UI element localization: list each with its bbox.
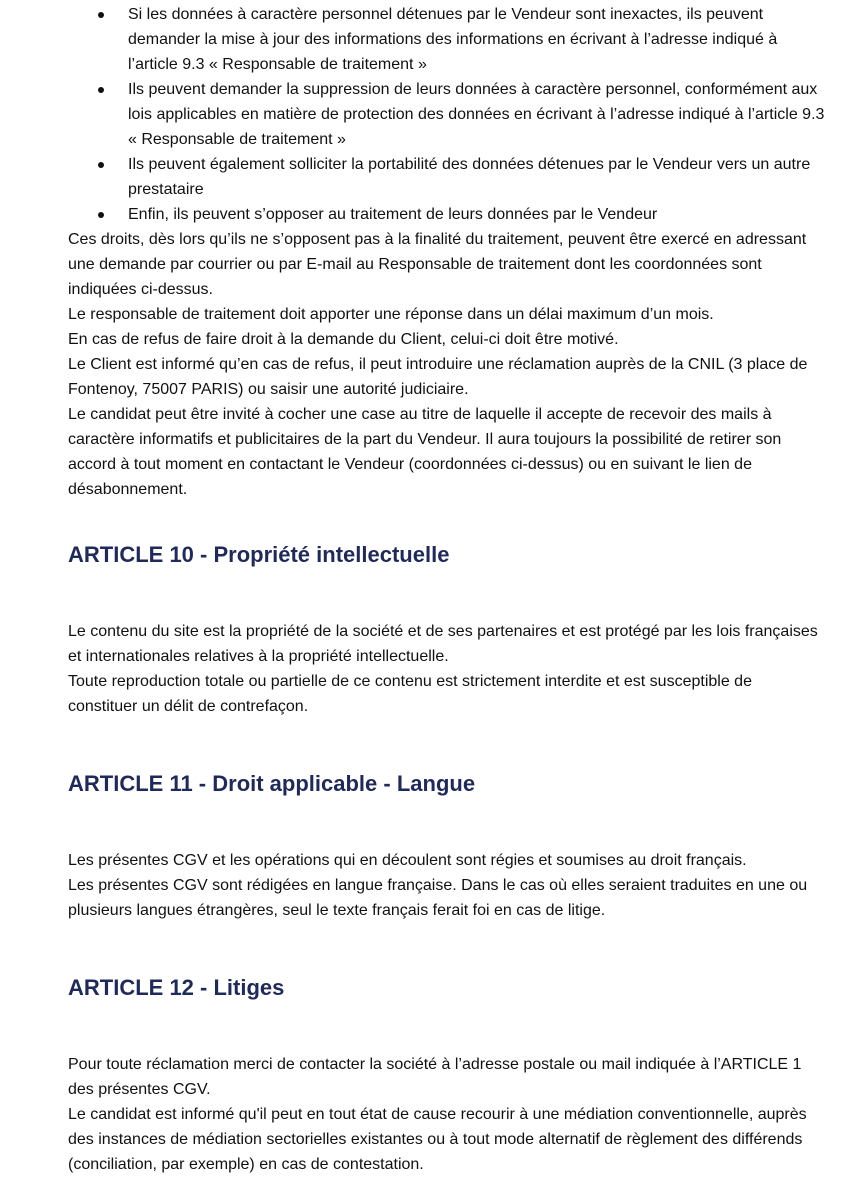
rights-bullet-list [68,2,825,227]
article-10-paragraph: Le contenu du site est la propriété de la société et de ses partenaires et est protégé par les lois françaises et internationales relatives à la propriété intellectuelle. [68,623,818,665]
list-item-text: Ils peuvent demander la suppression de leurs données à caractère personnel, conformément aux lois applicables en matière de protection des données en écrivant à l’adresse indiqué à l’article 9.3 « Responsable de traitement » [128,81,825,148]
article-11-paragraph: Les présentes CGV sont rédigées en langue française. Dans le cas où elles seraient traduites en une ou plusieurs langues étrangères, seul le texte français ferait foi en cas de litige. [68,877,808,919]
list-item [68,202,825,227]
rights-paragraph: Ces droits, dès lors qu’ils ne s’opposent pas à la finalité du traitement, peuvent être exercé en adressant une demande par courrier ou par E-mail au Responsable de traitement dont les coordonnées sont indiquées ci-dessus. [68,231,807,298]
list-item-text: Si les données à caractère personnel détenues par le Vendeur sont inexactes, ils peuvent demander la mise à jour des informations des informations en écrivant à l’adresse indiqué à l’article 9.3 « Responsable de traitement » [128,6,778,73]
article-10-paragraph: Toute reproduction totale ou partielle de ce contenu est strictement interdite et est susceptible de constituer un délit de contrefaçon. [68,673,752,715]
rights-paragraph: Le responsable de traitement doit apporter une réponse dans un délai maximum d’un mois. [68,306,714,323]
article-12-heading: ARTICLE 12 - Litiges [68,975,285,1000]
bullet-icon [98,162,104,168]
bullet-icon [98,212,104,218]
list-item-text: Ils peuvent également solliciter la portabilité des données détenues par le Vendeur vers un autre prestataire [128,156,811,198]
bullet-icon [98,12,104,18]
article-11-heading: ARTICLE 11 - Droit applicable - Langue [68,771,476,796]
article-11-paragraph: Les présentes CGV et les opérations qui en découlent sont régies et soumises au droit français. [68,852,747,869]
article-12-paragraph: Le candidat est informé qu'il peut en tout état de cause recourir à une médiation conventionnelle, auprès des instances de médiation sectorielles existantes ou à tout mode alternatif de règlement des différends (conciliation, par exemple) en cas de contestation. [68,1106,807,1173]
list-item-text: Enfin, ils peuvent s’opposer au traitement de leurs données par le Vendeur [128,206,658,223]
rights-paragraph: Le Client est informé qu’en cas de refus, il peut introduire une réclamation auprès de la CNIL (3 place de Fontenoy, 75007 PARIS) ou saisir une autorité judiciaire. [68,356,808,398]
bullet-icon [98,87,104,93]
article-10-heading: ARTICLE 10 - Propriété intellectuelle [68,542,450,567]
rights-paragraph: En cas de refus de faire droit à la demande du Client, celui-ci doit être motivé. [68,331,619,348]
list-item [68,77,825,152]
article-12-paragraph: Pour toute réclamation merci de contacter la société à l’adresse postale ou mail indiquée à l’ARTICLE 1 des présentes CGV. [68,1056,802,1098]
list-item [68,2,825,77]
rights-paragraph: Le candidat peut être invité à cocher une case au titre de laquelle il accepte de recevoir des mails à caractère informatifs et publicitaires de la part du Vendeur. Il aura toujours la possibilité de retirer son accord à tout moment en contactant le Vendeur (coordonnées ci-dessus) ou en suivant le lien de désabonnement. [68,406,782,498]
list-item [68,152,825,202]
